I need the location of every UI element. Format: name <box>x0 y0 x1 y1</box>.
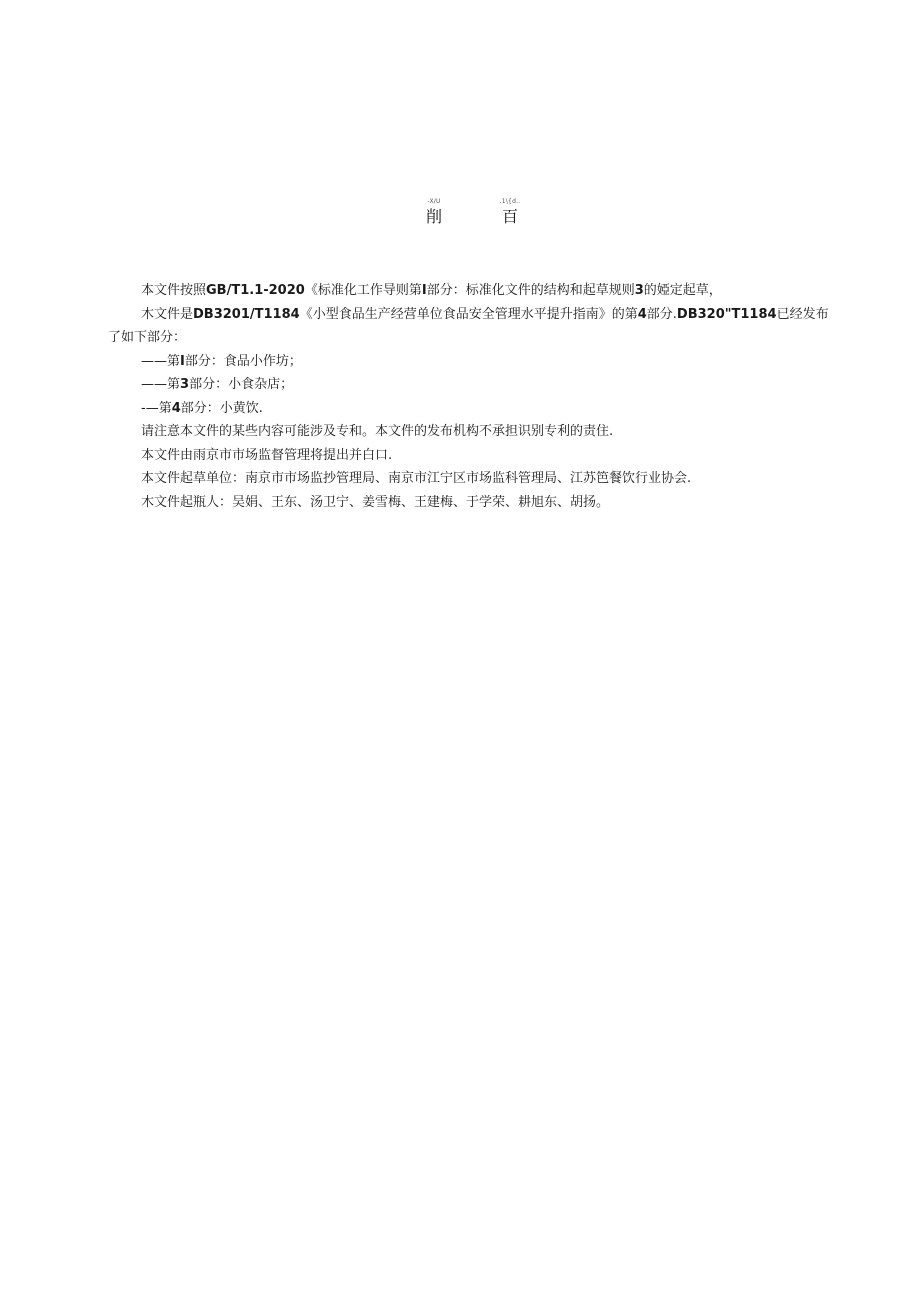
heading-left-char: 削 <box>425 207 442 226</box>
part-number: 4 <box>171 400 181 416</box>
paragraph-drafters: 木文件起瓶人：吴娟、王东、汤卫宁、姜雪梅、王建梅、于学荣、耕旭东、胡扬。 <box>141 494 610 510</box>
standard-code: DB320"T1184 <box>676 306 777 322</box>
text-run: 本文件按照 <box>141 283 207 298</box>
part-number: 4 <box>637 306 647 322</box>
part-number: I <box>421 283 427 298</box>
list-item-part-4 <box>108 397 834 421</box>
standard-code: GB/T1.1-2020 <box>206 283 305 298</box>
standard-code: DB3201/T1184 <box>193 306 300 322</box>
foreword-body <box>108 279 834 514</box>
text-run: 部分：食品小作坊； <box>184 353 302 369</box>
text-run: 木文件是 <box>141 306 194 322</box>
text-run: 3 <box>634 283 644 298</box>
paragraph-proposer: 本文件由雨京市市场监督管理将提出并白口. <box>141 447 393 463</box>
heading-right-char-block <box>494 198 526 228</box>
text-run: 的婭定起草， <box>643 283 722 298</box>
text-run: 部分：标准化文件的结构和起草规则 <box>426 283 635 298</box>
heading-left-char-block <box>418 198 450 228</box>
text-run: 部分：小食杂店； <box>189 377 294 392</box>
foreword-heading <box>0 198 920 238</box>
paragraph-series-description <box>108 303 834 350</box>
heading-left-ruby: -X/U <box>427 198 441 205</box>
part-number: I <box>180 353 185 369</box>
paragraph-drafting-rules <box>108 279 834 303</box>
text-run: ——第 <box>141 353 181 369</box>
heading-right-ruby: .1\{d.. <box>499 198 521 205</box>
part-number: 3 <box>180 377 190 392</box>
text-run: 已经发布了如下部分： <box>108 306 829 345</box>
text-run: 部分. <box>646 306 677 322</box>
list-item-part-1 <box>108 350 834 374</box>
text-run: -—第 <box>141 400 172 416</box>
text-run: 部分：小黄饮. <box>180 400 263 416</box>
list-item-part-3 <box>108 373 834 397</box>
text-run: 《小型食品生产经营单位食品安全管理水平提升指南》的第 <box>299 306 638 322</box>
heading-right-char: 百 <box>501 207 518 226</box>
text-run: ——第 <box>141 377 181 392</box>
paragraph-patent-notice: 请注意本文件的某些内容可能涉及专和。本文件的发布机构不承担识别专利的责住. <box>141 424 614 439</box>
text-run: 《标准化工作导则第 <box>304 283 422 298</box>
paragraph-drafting-units: 本文件起草单位：南京市市场监抄管理局、南京市江宁区市场监科管理局、江苏笆餐饮行业协会. <box>141 471 692 486</box>
